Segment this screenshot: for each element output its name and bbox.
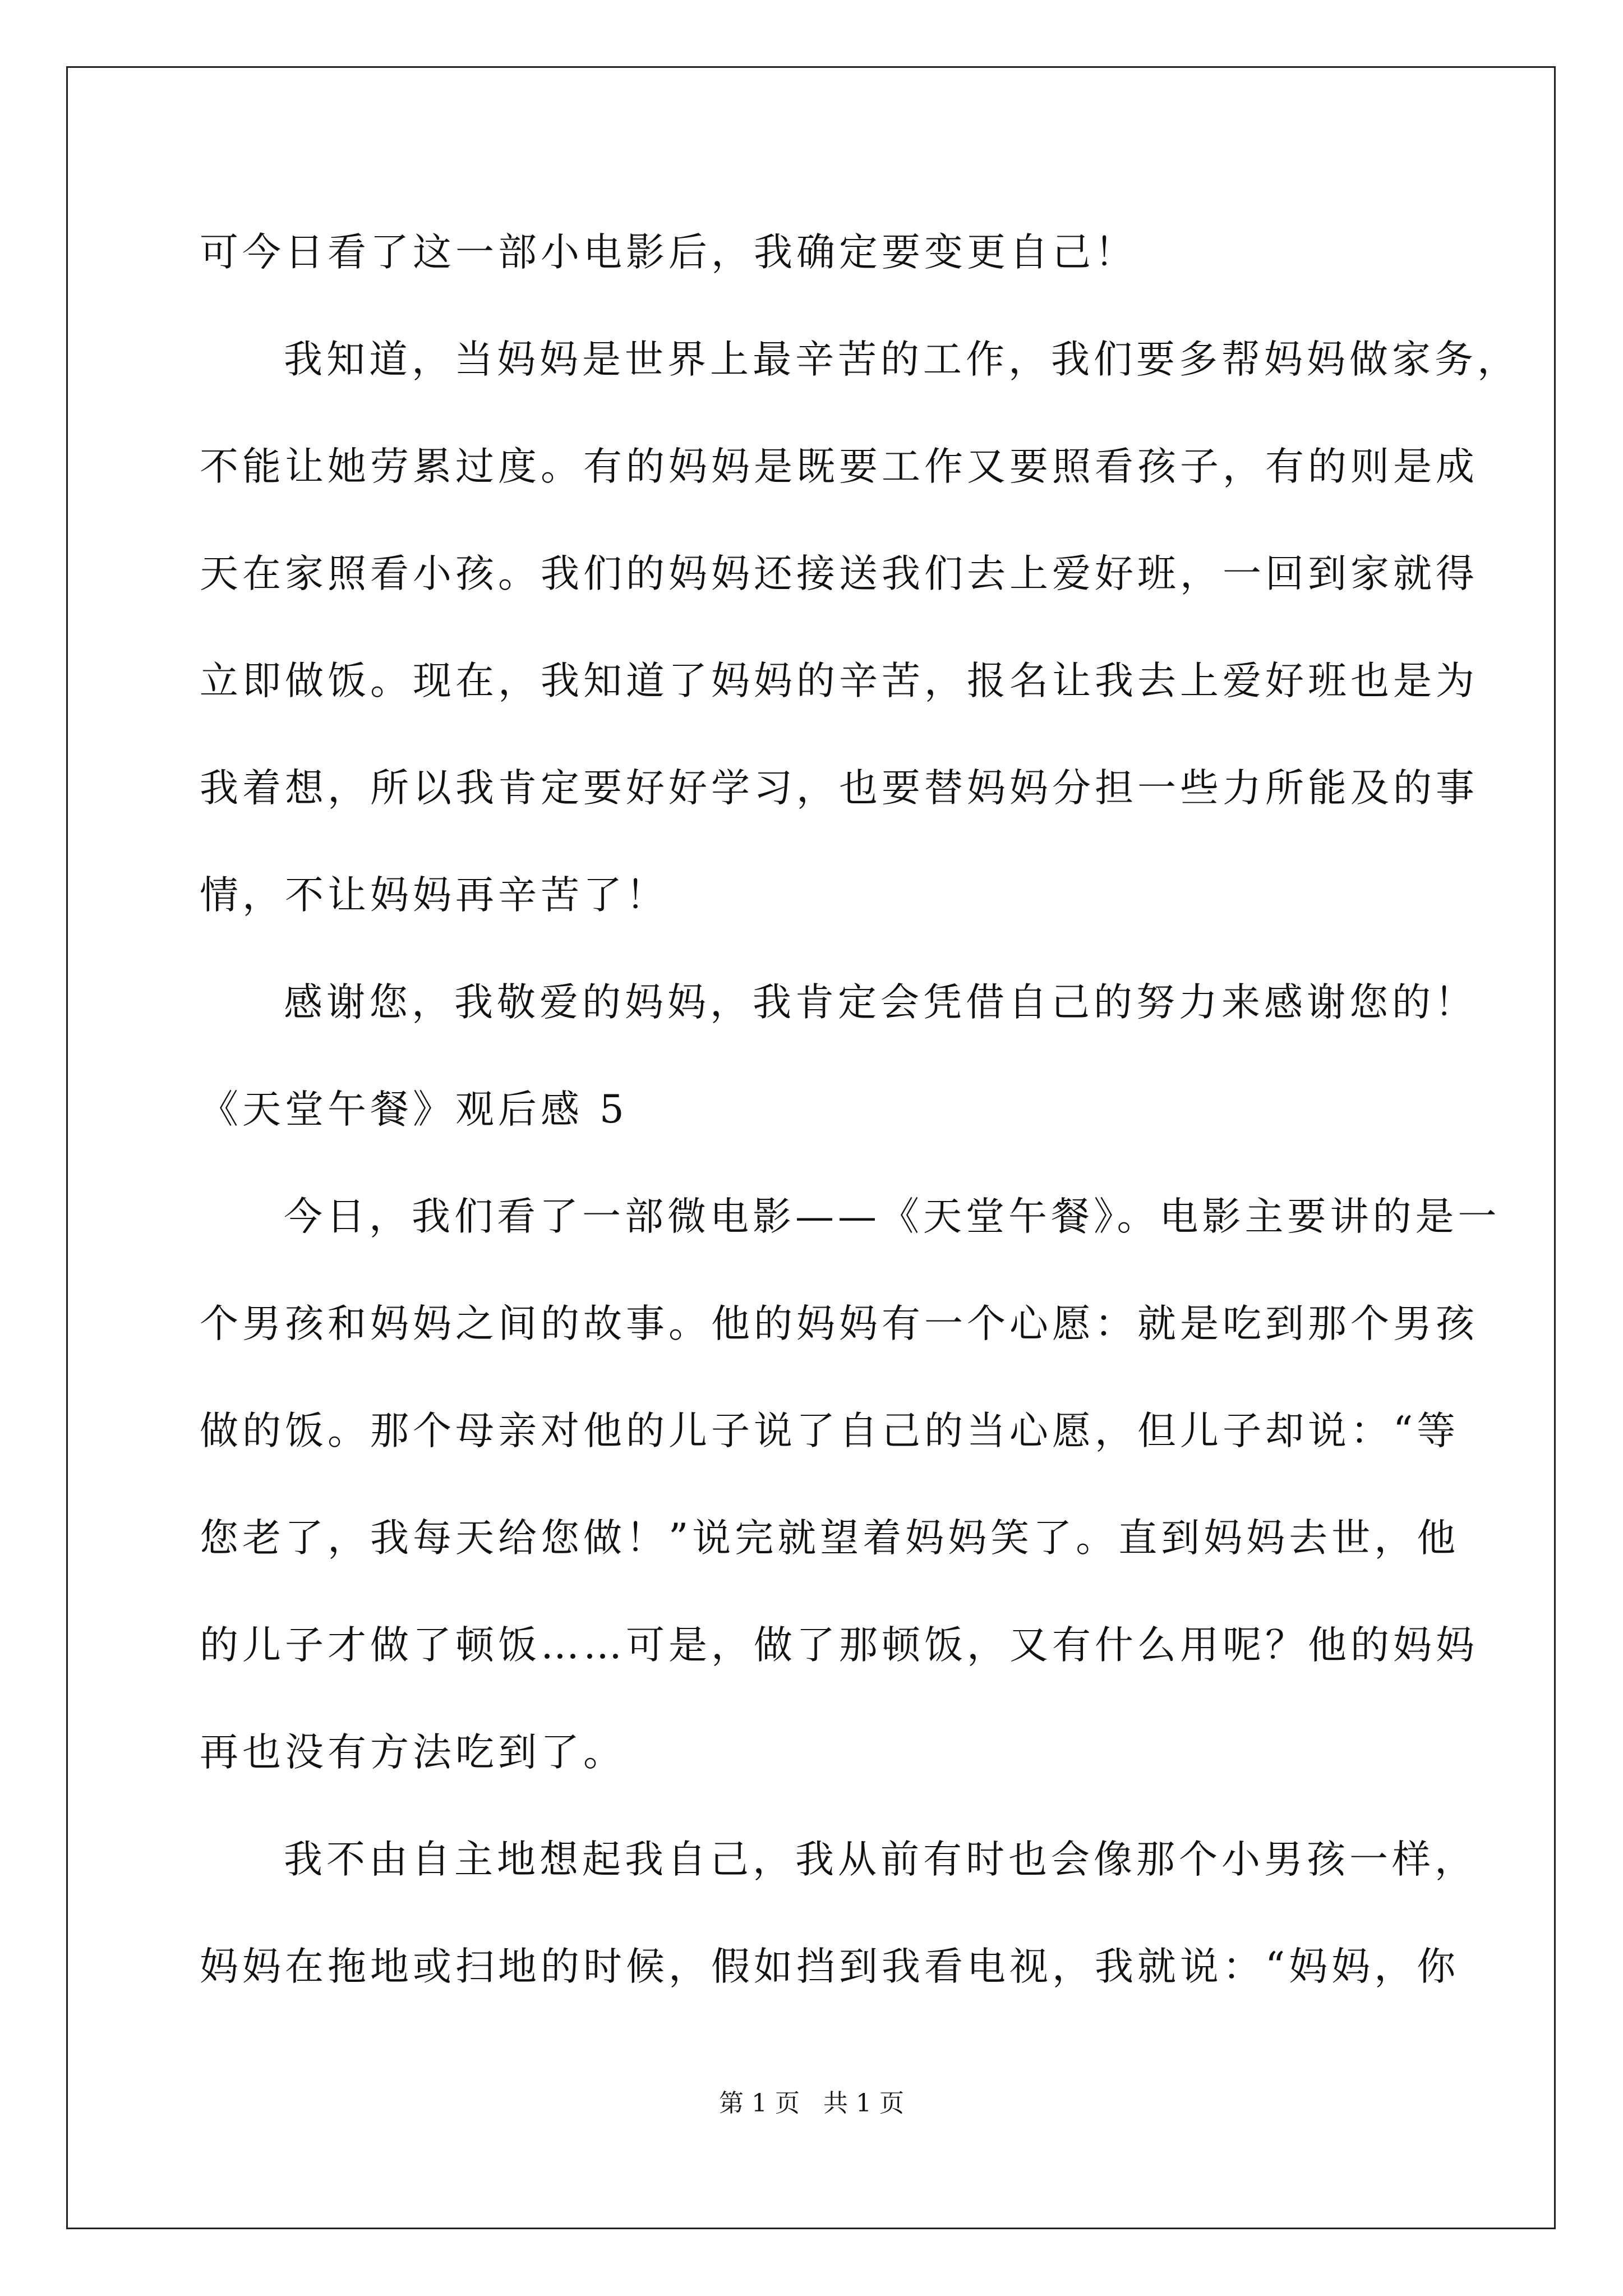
- text-line: 我着想，所以我肯定要好好学习，也要替妈妈分担一些力所能及的事: [200, 766, 1478, 811]
- text-line: 妈妈在拖地或扫地的时候，假如挡到我看电视，我就说：“妈妈，你: [200, 1944, 1460, 1989]
- document-body: [200, 218, 1520, 2039]
- text-line: 情，不让妈妈再辛苦了！: [200, 873, 668, 918]
- text-line: 的儿子才做了顿饭……可是，做了那顿饭，又有什么用呢？他的妈妈: [200, 1623, 1478, 1668]
- text-line: 您老了，我每天给您做！”说完就望着妈妈笑了。直到妈妈去世，他: [200, 1516, 1460, 1561]
- section-title: 《天堂午餐》观后感 5: [200, 1087, 628, 1132]
- paragraph-start: 感谢您，我敬爱的妈妈，我肯定会凭借自己的努力来感谢您的！: [284, 980, 1477, 1025]
- text-line: 不能让她劳累过度。有的妈妈是既要工作又要照看孩子，有的则是成: [200, 444, 1478, 489]
- paragraph-start: 今日，我们看了一部微电影——《天堂午餐》。电影主要讲的是一: [284, 1194, 1501, 1239]
- text-line: 个男孩和妈妈之间的故事。他的妈妈有一个心愿：就是吃到那个男孩: [200, 1301, 1478, 1346]
- paragraph-start: 我不由自主地想起我自己，我从前有时也会像那个小男孩一样，: [284, 1837, 1477, 1882]
- page-footer: 第 1 页 共 1 页: [719, 2089, 904, 2118]
- text-line: 立即做饭。现在，我知道了妈妈的辛苦，报名让我去上爱好班也是为: [200, 659, 1478, 703]
- paragraph-start: 我知道，当妈妈是世界上最辛苦的工作，我们要多帮妈妈做家务，: [284, 337, 1520, 382]
- text-line: 天在家照看小孩。我们的妈妈还接送我们去上爱好班，一回到家就得: [200, 551, 1478, 596]
- text-line: 再也没有方法吃到了。: [200, 1730, 626, 1775]
- text-line: 做的饭。那个母亲对他的儿子说了自己的当心愿，但儿子却说：“等: [200, 1409, 1460, 1453]
- text-line: 可今日看了这一部小电影后，我确定要变更自己！: [200, 230, 1137, 275]
